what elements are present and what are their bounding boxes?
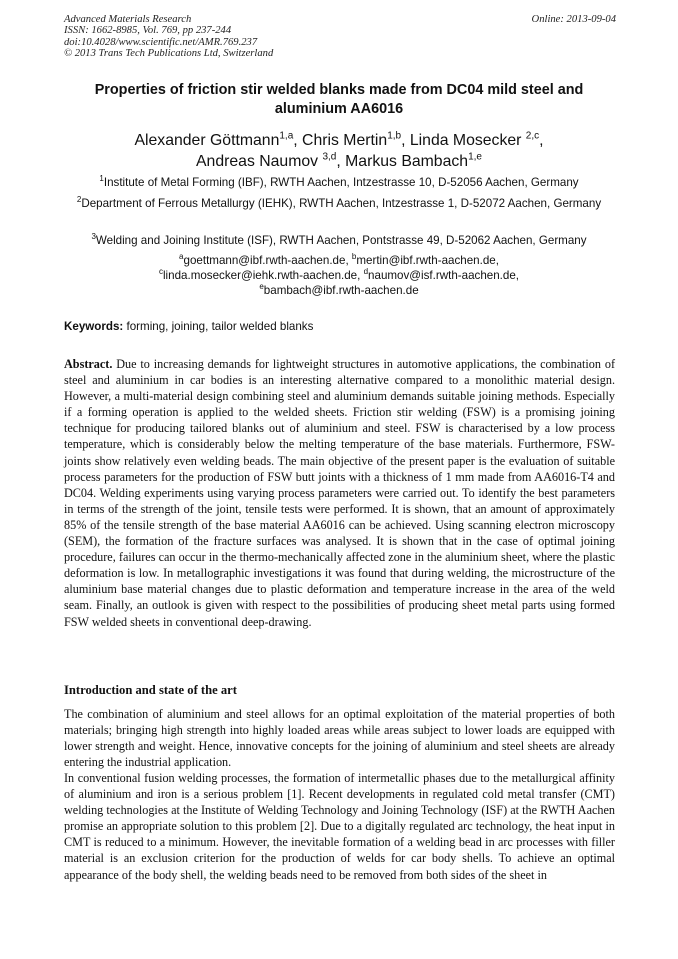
copyright-line: © 2013 Trans Tech Publications Ltd, Switzerland [64,48,274,60]
keywords [64,319,616,334]
email-list [60,253,618,298]
abstract [64,356,615,630]
author-list [60,130,618,172]
affiliation-text: Welding and Joining Institute (ISF), RWTH Aachen, Pontstrasse 49, D-52062 Aachen, Germany [95,234,587,247]
affiliation-1 [60,175,618,192]
email-address[interactable]: mertin@ibf.rwth-aachen.de, [356,254,499,267]
email-address[interactable]: bambach@ibf.rwth-aachen.de [263,284,419,297]
online-date: Online: 2013-09-04 [531,14,616,25]
journal-name: Advanced Materials Research [64,14,192,25]
keywords-text: forming, joining, tailor welded blanks [123,320,314,333]
affiliation-2 [60,196,618,213]
email-mark: e [259,282,264,292]
email-mark: b [351,252,357,262]
author-name: Alexander Göttmann [134,132,280,149]
author-name: Andreas Naumov [196,153,323,170]
email-address[interactable]: linda.mosecker@iehk.rwth-aachen.de, [162,269,361,282]
keywords-label: Keywords: [64,320,124,333]
email-address[interactable]: naumov@isf.rwth-aachen.de, [368,269,520,282]
abstract-text: Due to increasing demands for lightweight structures in automotive applications, the combination of steel and aluminium in car bodies is an interesting alternative compared to a monolithic material design. However, a multi-material design combining steel and aluminium demands suitable joining methods. Especially if a forming operation is applied to the welded sheets. Friction stir welding (FSW) is a promising joining technique for producing tailored blanks out of aluminium and steel. FSW is characterised by a low process temperature, which is considerably below the melting temperature of the base materials. Furthermore, FSW-joints show relatively even welding beads. The main objective of the present paper is the evaluation of suitable process parameters for the production of FSW butt joints with a thickness of 1 mm made from AA6016-T4 and DC04. Welding experiments using varying process parameters were carried out. To identify the best parameters in terms of the strength of the joint, tensile tests were performed. It is shown, that an amount of approximately 85% of the tensile strength of the base material AA6016 can be achieved. Using scanning electron microscopy (SEM), the formation of the fracture surfaces was analysed. It is shown that in the case of optimal joining procedure, failures can occur in the thermo-mechanically affected zone in the aluminium sheet, where the plastic deformation is low. In metallographic investigations it was found that during welding, the microstructure of the aluminium base material changes due to plastic deformation and temperature increase in the area of the weld seam. Finally, an outlook is given with respect to the possibilities of producing sheet metal parts using formed FSW welded sheets in conventional deep-drawing. [64,357,615,629]
affiliation-number: 3 [91,232,96,242]
author-affiliation-mark: 1,a [279,130,294,142]
intro-paragraph-2: In conventional fusion welding processes, the formation of intermetallic phases due to the metallurgical affinity of aluminium and iron is a serious problem [1]. Recent developments in regulated cold metal transfer (CMT) welding technologies at the Institute of Welding Technology and Joining Technology (ISF) at the RWTH Aachen promise an appropriate solution to this problem [2]. Due to a digitally regulated arc technology, the heat input in CMT is reduced to a minimum. However, the inevitable formation of a welding bead in arc processes with filler material is an exclusion criterion for the production of welds for car body shells. To achieve an optimal appearance of the body shell, the welding beads need to be removed from both sides of the sheet in [64,771,615,882]
doi-line: doi:10.4028/www.scientific.net/AMR.769.237 [64,36,258,48]
email-mark: c [158,267,163,277]
affiliation-text: Institute of Metal Forming (IBF), RWTH Aachen, Intzestrasse 10, D-52056 Aachen, Germany [103,176,579,189]
email-address[interactable]: goettmann@ibf.rwth-aachen.de, [183,254,349,267]
author-affiliation-mark: 1,e [468,151,482,163]
affiliation-number: 2 [76,195,82,205]
author-name: , Chris Mertin [293,132,388,149]
affiliation-text: Department of Ferrous Metallurgy (IEHK), RWTH Aachen, Intzestrasse 1, D-52072 Aachen, Germany [81,197,602,210]
email-mark: d [363,267,369,277]
author-name: , Markus Bambach [336,153,469,170]
author-affiliation-mark: 2,c [525,130,540,142]
author-separator: , [539,132,544,149]
issn-line: ISSN: 1662-8985, Vol. 769, pp 237-244 [64,25,232,37]
affiliation-3 [60,233,618,250]
author-affiliation-mark: 1,b [387,130,402,142]
email-mark: a [179,252,184,262]
journal-header [64,14,616,60]
paper-title: Properties of friction stir welded blanks made from DC04 mild steel and aluminium AA6016 [94,82,584,117]
affiliation-number: 1 [99,174,104,184]
section-heading-introduction: Introduction and state of the art [64,683,237,697]
intro-paragraph-1: The combination of aluminium and steel allows for an optimal exploitation of the material properties of both materials; bringing high strength into highly loaded areas while areas subject to lower loads are equipped with lower strength and weight. Hence, innovative concepts for the joining of aluminium and steel sheets are already entering the industrial application. [64,707,615,770]
author-affiliation-mark: 3,d [322,151,337,163]
abstract-label: Abstract. [64,357,113,371]
author-name: , Linda Mosecker [401,132,526,149]
